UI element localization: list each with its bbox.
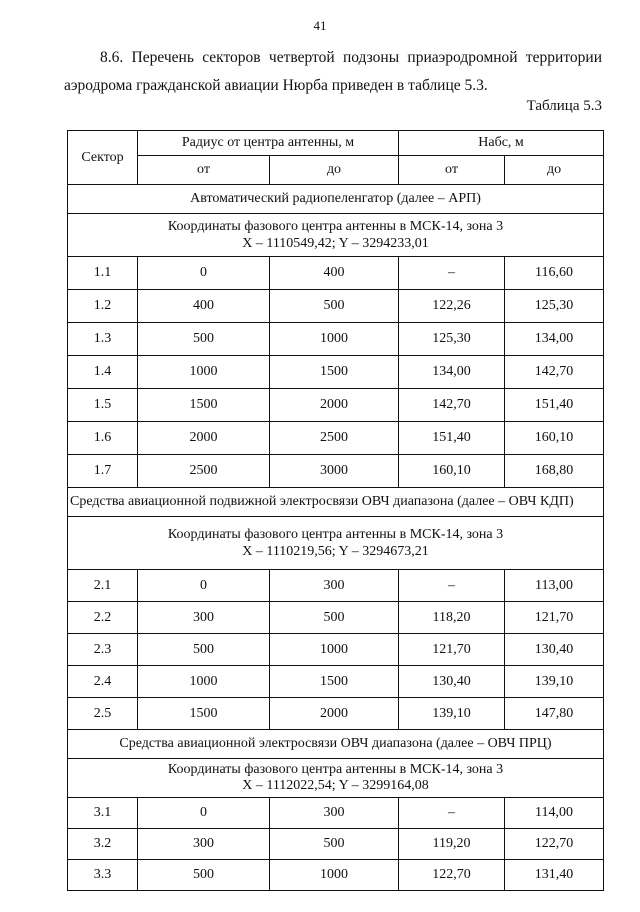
habs-to: 160,10 <box>505 422 604 455</box>
header-radius-from: от <box>138 156 270 185</box>
radius-to: 1500 <box>270 666 399 698</box>
sector-id: 2.5 <box>68 698 138 730</box>
section-title-row <box>68 730 604 759</box>
sectors-table <box>67 130 604 891</box>
habs-to: 121,70 <box>505 602 604 634</box>
radius-to: 2500 <box>270 422 399 455</box>
habs-from: 122,70 <box>399 860 505 891</box>
radius-to: 300 <box>270 798 399 829</box>
radius-from: 2500 <box>138 455 270 488</box>
habs-from: – <box>399 798 505 829</box>
section-title-row <box>68 488 604 517</box>
habs-from: 142,70 <box>399 389 505 422</box>
sector-id: 1.1 <box>68 257 138 290</box>
sector-id: 1.3 <box>68 323 138 356</box>
coordinates-values: X – 1110219,56; Y – 3294673,21 <box>242 544 429 559</box>
coordinates-cell <box>68 214 604 257</box>
header-habs-to: до <box>505 156 604 185</box>
table-row <box>68 290 604 323</box>
habs-to: 168,80 <box>505 455 604 488</box>
radius-from: 1500 <box>138 698 270 730</box>
coordinates-values: X – 1112022,54; Y – 3299164,08 <box>242 778 429 793</box>
sector-id: 1.2 <box>68 290 138 323</box>
table-row <box>68 323 604 356</box>
habs-from: 160,10 <box>399 455 505 488</box>
habs-from: 130,40 <box>399 666 505 698</box>
radius-to: 3000 <box>270 455 399 488</box>
header-radius-to: до <box>270 156 399 185</box>
radius-from: 1000 <box>138 356 270 389</box>
section-title-row <box>68 185 604 214</box>
radius-to: 500 <box>270 290 399 323</box>
coordinates-cell <box>68 517 604 570</box>
coordinates-cell <box>68 759 604 798</box>
habs-to: 125,30 <box>505 290 604 323</box>
habs-from: 118,20 <box>399 602 505 634</box>
coordinates-label: Координаты фазового центра антенны в МСК-14, зона 3 <box>167 219 504 234</box>
radius-to: 1500 <box>270 356 399 389</box>
radius-from: 1500 <box>138 389 270 422</box>
radius-to: 400 <box>270 257 399 290</box>
habs-from: 121,70 <box>399 634 505 666</box>
habs-to: 134,00 <box>505 323 604 356</box>
radius-from: 0 <box>138 570 270 602</box>
radius-from: 500 <box>138 634 270 666</box>
coordinates-label: Координаты фазового центра антенны в МСК-14, зона 3 <box>167 527 504 542</box>
section-title: Средства авиационной электросвязи ОВЧ диапазона (далее – ОВЧ ПРЦ) <box>68 730 604 759</box>
section-title: Средства авиационной подвижной электросвязи ОВЧ диапазона (далее – ОВЧ КДП) <box>68 488 604 517</box>
table-row <box>68 798 604 829</box>
habs-from: – <box>399 257 505 290</box>
habs-to: 130,40 <box>505 634 604 666</box>
coordinates-row <box>68 759 604 798</box>
sector-id: 2.4 <box>68 666 138 698</box>
habs-to: 116,60 <box>505 257 604 290</box>
sector-id: 3.2 <box>68 829 138 860</box>
coordinates-row <box>68 214 604 257</box>
habs-from: 125,30 <box>399 323 505 356</box>
habs-from: 151,40 <box>399 422 505 455</box>
sector-id: 2.2 <box>68 602 138 634</box>
habs-to: 142,70 <box>505 356 604 389</box>
radius-to: 500 <box>270 602 399 634</box>
table-row <box>68 356 604 389</box>
habs-to: 151,40 <box>505 389 604 422</box>
radius-from: 500 <box>138 323 270 356</box>
sector-id: 3.1 <box>68 798 138 829</box>
table-row <box>68 455 604 488</box>
habs-to: 113,00 <box>505 570 604 602</box>
table-row <box>68 570 604 602</box>
habs-from: 119,20 <box>399 829 505 860</box>
sector-id: 2.3 <box>68 634 138 666</box>
radius-from: 0 <box>138 257 270 290</box>
habs-to: 122,70 <box>505 829 604 860</box>
sector-id: 3.3 <box>68 860 138 891</box>
radius-to: 300 <box>270 570 399 602</box>
radius-to: 1000 <box>270 860 399 891</box>
radius-from: 400 <box>138 290 270 323</box>
table-row <box>68 698 604 730</box>
radius-to: 2000 <box>270 389 399 422</box>
habs-from: 134,00 <box>399 356 505 389</box>
sectors-table-body <box>68 131 604 891</box>
header-habs: Набс, м <box>399 131 604 156</box>
section-title: Автоматический радиопеленгатор (далее – АРП) <box>68 185 604 214</box>
intro-paragraph: 8.6. Перечень секторов четвертой подзоны приаэродромной территории аэродрома гражданской авиации Нюрба приведен в таблице 5.3. <box>64 49 602 94</box>
table-caption: Таблица 5.3 <box>526 98 602 114</box>
sector-id: 1.6 <box>68 422 138 455</box>
radius-from: 1000 <box>138 666 270 698</box>
radius-from: 0 <box>138 798 270 829</box>
table-row <box>68 666 604 698</box>
radius-from: 300 <box>138 829 270 860</box>
habs-to: 131,40 <box>505 860 604 891</box>
sector-id: 2.1 <box>68 570 138 602</box>
table-row <box>68 422 604 455</box>
radius-to: 2000 <box>270 698 399 730</box>
habs-to: 147,80 <box>505 698 604 730</box>
radius-to: 1000 <box>270 323 399 356</box>
subheader-row <box>68 156 604 185</box>
table-row <box>68 602 604 634</box>
table-row <box>68 389 604 422</box>
table-row <box>68 634 604 666</box>
coordinates-row <box>68 517 604 570</box>
radius-to: 500 <box>270 829 399 860</box>
header-sector: Сектор <box>68 131 138 185</box>
habs-from: – <box>399 570 505 602</box>
page-number: 41 <box>313 18 327 33</box>
table-row <box>68 257 604 290</box>
table-row <box>68 829 604 860</box>
coordinates-label: Координаты фазового центра антенны в МСК-14, зона 3 <box>167 762 504 777</box>
radius-from: 2000 <box>138 422 270 455</box>
sector-id: 1.7 <box>68 455 138 488</box>
coordinates-values: X – 1110549,42; Y – 3294233,01 <box>242 236 429 251</box>
radius-from: 300 <box>138 602 270 634</box>
habs-to: 114,00 <box>505 798 604 829</box>
habs-from: 122,26 <box>399 290 505 323</box>
radius-from: 500 <box>138 860 270 891</box>
sector-id: 1.4 <box>68 356 138 389</box>
habs-from: 139,10 <box>399 698 505 730</box>
sector-id: 1.5 <box>68 389 138 422</box>
table-row <box>68 860 604 891</box>
header-habs-from: от <box>399 156 505 185</box>
radius-to: 1000 <box>270 634 399 666</box>
habs-to: 139,10 <box>505 666 604 698</box>
header-radius: Радиус от центра антенны, м <box>138 131 399 156</box>
header-row <box>68 131 604 156</box>
